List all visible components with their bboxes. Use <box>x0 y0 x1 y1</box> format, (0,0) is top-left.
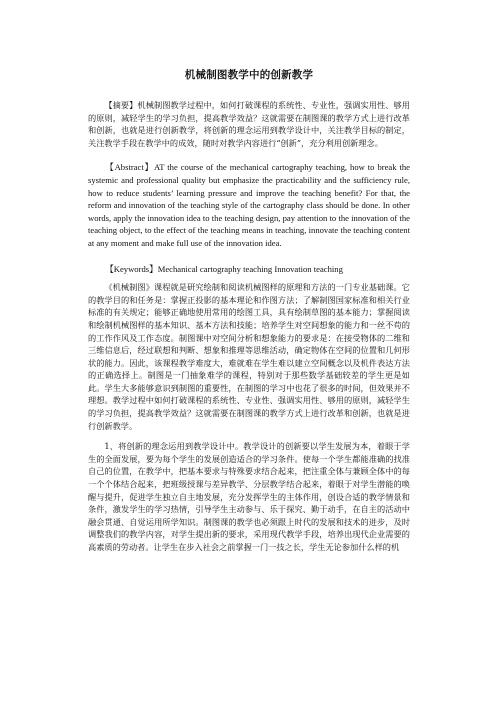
body-paragraph-1: 《机械制图》课程就是研究绘制和阅读机械图样的原理和方法的一门专业基础课。它的教学目的和任务是：掌握正投影的基本理论和作图方法；了解制图国家标准和相关行业标准的有关规定；能够正确地使用常用的绘图工具，具有绘制草图的基本能力；掌握阅读和绘制机械图样的基本知识、基本方法和技能；培养学生对空间想象的能力和一丝不苟的的工作作风及工作态度。制图课中对空间分析和想象能力的要求是：在接受物体的二维和三维信息后，经过联想和判断、想象和推理等思维活动，确定物体在空间的位置和几何形状的能力。因此，该课程教学难度大，难就难在学生难以建立空间概念以及机件表达方法的正确选择上。制图是一门抽象难学的课程，特别对于那些数学基础较差的学生更是如此。学生大多能够意识到制图的重要性，在制图的学习中也花了很多的时间，但效果并不理想。教学过程中如何打破课程的系统性、专业性、强调实用性、够用的原则，减轻学生的学习负担，提高教学效益？这就需要在制图课的教学方式上进行改革和创新，也就是进行创新教学。 <box>88 282 410 431</box>
document-title: 机械制图教学中的创新教学 <box>184 69 314 81</box>
document-page <box>88 60 410 554</box>
abstract-english: 【Abstract】AT the course of the mechanical cartography teaching, how to break the systemic and professional quality but emphasize the practicability and the sufficiency rule, how to reduce students’ learning pressure and improve the teaching benefit? For that, the reform and innovation of the teaching style of the cartography class should be done. In other words, apply the innovation idea to the teaching design, pay attention to the innovation of the teaching object, to the effect of the teaching means in teaching, innovate the teaching content at any moment and make full use of the innovation idea. <box>88 162 410 248</box>
keywords: 【Keywords】Mechanical cartography teaching Innovation teaching <box>105 263 343 274</box>
abstract-chinese: 【摘要】机械制图教学过程中，如何打破课程的系统性、专业性，强调实用性、够用的原则，减轻学生的学习负担，提高教学效益？这就需要在制图课的教学方式上进行改革和创新，也就是进行创新教学，将创新的理念运用到教学设计中，关注教学目标的制定，关注教学手段在教学中的成效，随时对教学内容进行“创新”，充分利用创新理念。 <box>88 100 410 148</box>
body-paragraph-2: 1、将创新的理念运用到教学设计中。教学设计的创新要以学生发展为本，着眼于学生的全面发展，要为每个学生的发展创造适合的学习条件。使每一个学生都能准确的找准自己的位置，在教学中，把基本要求与特殊要求结合起来，把注重全体与兼顾全体中的每一个个体结合起来，把班级授课与差异教学、分层教学结合起来，着眼于对学生潜能的唤醒与提升，促进学生独立自主地发展，充分发挥学生的主体作用，创设合适的教学情景和条件，激发学生的学习热情，引导学生主动参与、乐于探究、勤于动手，在自主的活动中融会贯通、自觉运用所学知识。制图课的教学也必须跟上时代的发展和技术的进步，及时调整我们的教学内容，对学生提出新的要求，采用现代教学手段，培养出现代企业需要的高素质的劳动者。让学生在步入社会之前掌握一门一技之长，学生无论参加什么样的机 <box>88 441 410 552</box>
